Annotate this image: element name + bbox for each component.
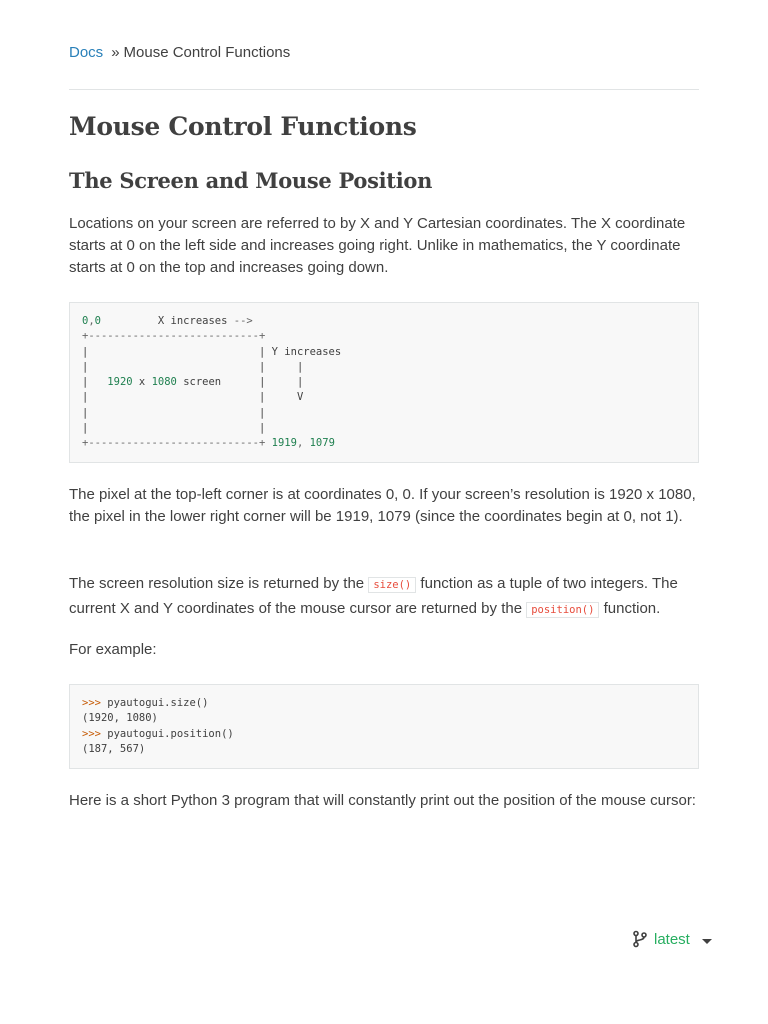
size-paragraph: The screen resolution size is returned by the size() function as a tuple of two integers. The current X and Y coordinates of the mouse cursor are returned by the position() function. <box>69 575 678 617</box>
version-selector[interactable] <box>632 930 712 948</box>
example-label: For example: <box>69 641 157 658</box>
breadcrumb-docs-link[interactable]: Docs <box>69 44 104 61</box>
page-title: Mouse Control Functions <box>69 112 417 141</box>
program-paragraph: Here is a short Python 3 program that will constantly print out the position of the mouse cursor: <box>69 792 696 809</box>
breadcrumb <box>69 44 290 61</box>
breadcrumb-current: Mouse Control Functions <box>123 44 291 61</box>
pixel-paragraph: The pixel at the top-left corner is at coordinates 0, 0. If your screen’s resolution is 1920 x 1080, the pixel in the lower right corner will be 1919, 1079 (since the coordinates begin at 0, not 1). <box>69 486 696 525</box>
intro-paragraph: Locations on your screen are referred to by X and Y Cartesian coordinates. The X coordinate starts at 0 on the left side and increases going right. Unlike in mathematics, the Y coordinate starts at 0 on the top and increases going down. <box>69 215 686 276</box>
coordinate-diagram: 0,0 X increases --> +---------------------------+ | | Y increases | | | | 1920 x 1080 screen | | | | V | | | | +---------------------------+ 1919, 1079 <box>69 302 699 463</box>
position-function-code: position() <box>526 602 599 618</box>
git-branch-icon <box>632 930 648 948</box>
version-label: latest <box>654 930 690 948</box>
section-title: The Screen and Mouse Position <box>69 168 433 193</box>
example-code-block: >>> pyautogui.size() (1920, 1080) >>> pyautogui.position() (187, 567) <box>69 684 699 769</box>
breadcrumb-separator: » <box>111 44 120 61</box>
size-function-code: size() <box>368 577 416 593</box>
caret-down-icon <box>702 939 712 944</box>
header-divider <box>69 89 699 90</box>
